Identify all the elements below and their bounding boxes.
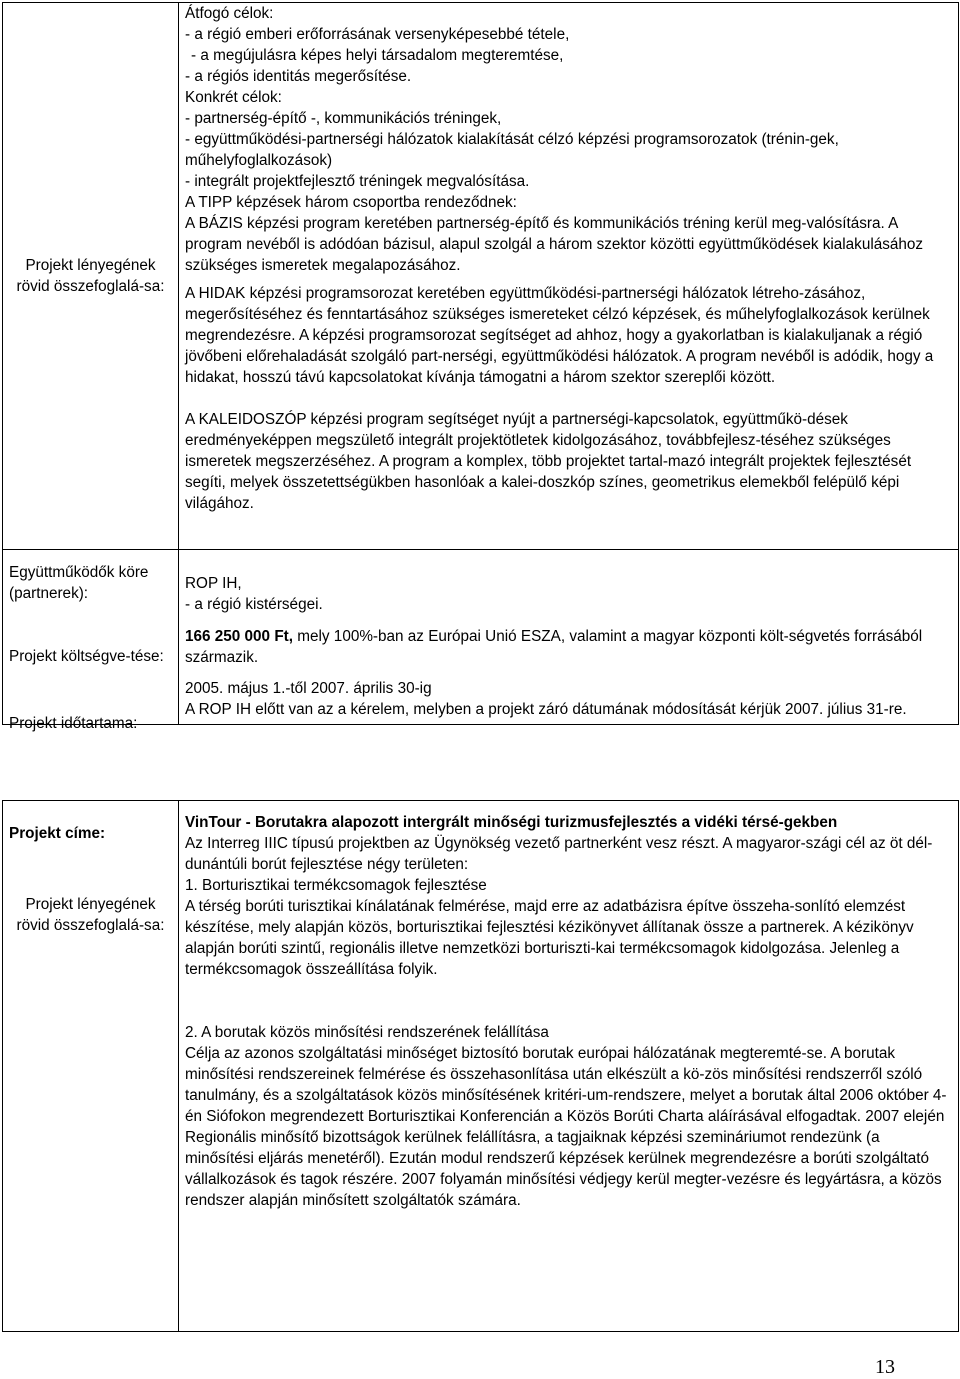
summary-line: Konkrét célok: xyxy=(185,89,282,106)
summary-line: - együttműködési-partnerségi hálózatok kialakítását célzó képzési programsorozatok (trénin-gek, műhelyfoglalkozások) xyxy=(185,131,839,169)
page-number: 13 xyxy=(875,1356,895,1378)
partners-value xyxy=(179,550,959,725)
partner-line: ROP IH, xyxy=(185,575,242,592)
summary-line: - a megújulásra képes helyi társadalom megteremtése, xyxy=(191,47,564,64)
table-row xyxy=(3,3,959,550)
summary-line: - a régió emberi erőforrásának versenyképesebbé tétele, xyxy=(185,26,570,43)
summary-paragraph: A BÁZIS képzési program keretében partnerség-építő és kommunikációs tréning kerül meg-valósításra. A program nevéből is adódóan bázisul, alapul szolgál a három szektor közötti együttműködések kialakulásához szükséges ismeretek megalapozásához. xyxy=(185,215,924,274)
budget-label: Projekt költségve-tése: xyxy=(9,648,164,665)
budget-amount: 166 250 000 Ft, xyxy=(185,628,294,645)
summary-line: 2. A borutak közös minősítési rendszerének felállítása xyxy=(185,1024,549,1041)
summary-line: - a régiós identitás megerősítése. xyxy=(185,68,412,85)
table-row xyxy=(3,550,959,725)
summary-label-text: Projekt lényegének rövid összefoglalá-sa: xyxy=(16,257,165,295)
partners-label xyxy=(3,550,179,725)
summary-line: - partnerség-építő -, kommunikációs tréningek, xyxy=(185,110,502,127)
summary-label xyxy=(3,3,179,550)
project-table-2 xyxy=(2,800,959,1332)
summary-line: - integrált projektfejlesztő tréningek megvalósítása. xyxy=(185,173,530,190)
partner-line: - a régió kistérségei. xyxy=(185,596,323,613)
budget-description: mely 100%-ban az Európai Unió ESZA, valamint a magyar központi költ-ségvetés forrásából származik. xyxy=(185,628,923,666)
table-row xyxy=(3,801,959,1332)
summary-paragraph: Célja az azonos szolgáltatási minőséget biztosító borutak európai hálózatának megteremté-se. A borutak minősítési rendszereinek felmérése és összehasonlítása után elkészült a kö-zös minősítési rendszerről szóló tanulmány, és a szolgáltatások közös minősítésének kritéri-um-rendszere, melyet a borutak által 2006 október 4-én Siófokon megrendezett Borturisztikai Konferencián a Közös Borúti Charta aláírásával elfogadtak. 2007 elején Regionális minősítő bizottságok kerülnek felállításra, a tagjaiknak képzési szemináriumot rendezünk (a minősítési eljárás menetéről). Ezután modul rendszerű képzések kerülnek megrendezésre a borúti szolgáltató vállalkozások és tagok részére. 2007 folyamán minősítési védjegy kerül megter-vezésre és legyártásra, a közös rendszer alapján minősített szolgáltatók számára. xyxy=(185,1045,947,1209)
summary-label-2: Projekt lényegének rövid összefoglalá-sa: xyxy=(16,896,165,934)
summary-line: Átfogó célok: xyxy=(185,5,274,22)
summary-value xyxy=(179,3,959,550)
title-value xyxy=(179,801,959,1332)
summary-paragraph: A térség borúti turisztikai kínálatának felmérése, majd erre az adatbázisra építve összeha-sonlító elemzést készítése, mely alapján közös, borturisztikai fejlesztési kézikönyvet állítanak össze a partnerek. A kézikönyv alapján borúti szintű, regionális illetve nemzetközi borturiszti-kai termékcsomagok kidolgozása. Jelenleg a termékcsomagok összeállítása folyik. xyxy=(185,898,914,978)
project-title: VinTour - Borutakra alapozott intergrált minőségi turizmusfejlesztés a vidéki térsé-gekben xyxy=(185,814,838,831)
summary-line: A TIPP képzések három csoportba rendeződnek: xyxy=(185,194,517,211)
title-label xyxy=(3,801,179,1332)
summary-paragraph: A KALEIDOSZÓP képzési program segítséget nyújt a partnerségi-kapcsolatok, együttműkö-dések eredményeképpen megszülető integrált projektötletek kidolgozásához, továbbfejlesz-téséhez szükséges ismeretek megszerzéséhez. A program a komplex, több projektet tartal-mazó integrált projektek fejlesztését segíti, melyek összetettségükben hasonlóak a kalei-doszkóp színes, geometrikus elemekből felépülő képi világához. xyxy=(185,411,912,512)
partners-label-text: Együttműködők köre (partnerek): xyxy=(9,564,149,602)
summary-paragraph: A HIDAK képzési programsorozat keretében együttműködési-partnerségi hálózatok létreho-zásához, megerősítéséhez és fenntartásához szükséges ismereteket célzó képzések, és műhelyfoglalkozások kerülnek megrendezésre. A képzési programsorozat segítséget ad ahhoz, hogy a gyakorlatban is kialakuljanak a régió jövőbeni előrehaladását szolgáló part-nerségi, együttműködési hálózatok. A program nevéből is adódik, hogy a hidakat, hosszú távú kapcsolatokat kívánja támogatni a három szektor szereplői között. xyxy=(185,285,934,386)
duration-line: 2005. május 1.-től 2007. április 30-ig xyxy=(185,680,432,697)
project-table-1 xyxy=(2,2,959,725)
duration-label: Projekt időtartama: xyxy=(9,715,138,732)
summary-line: Az Interreg IIIC típusú projektben az Ügynökség vezető partnerként vesz részt. A magyaror-szági cél az öt dél-dunántúli borút fejlesztése négy területen: xyxy=(185,835,933,873)
budget-text xyxy=(185,626,952,668)
duration-line: A ROP IH előtt van az a kérelem, melyben a projekt záró dátumának módosítását kérjük 2007. július 31-re. xyxy=(185,701,907,718)
title-label-text: Projekt címe: xyxy=(9,825,106,842)
summary-line: 1. Borturisztikai termékcsomagok fejlesztése xyxy=(185,877,487,894)
